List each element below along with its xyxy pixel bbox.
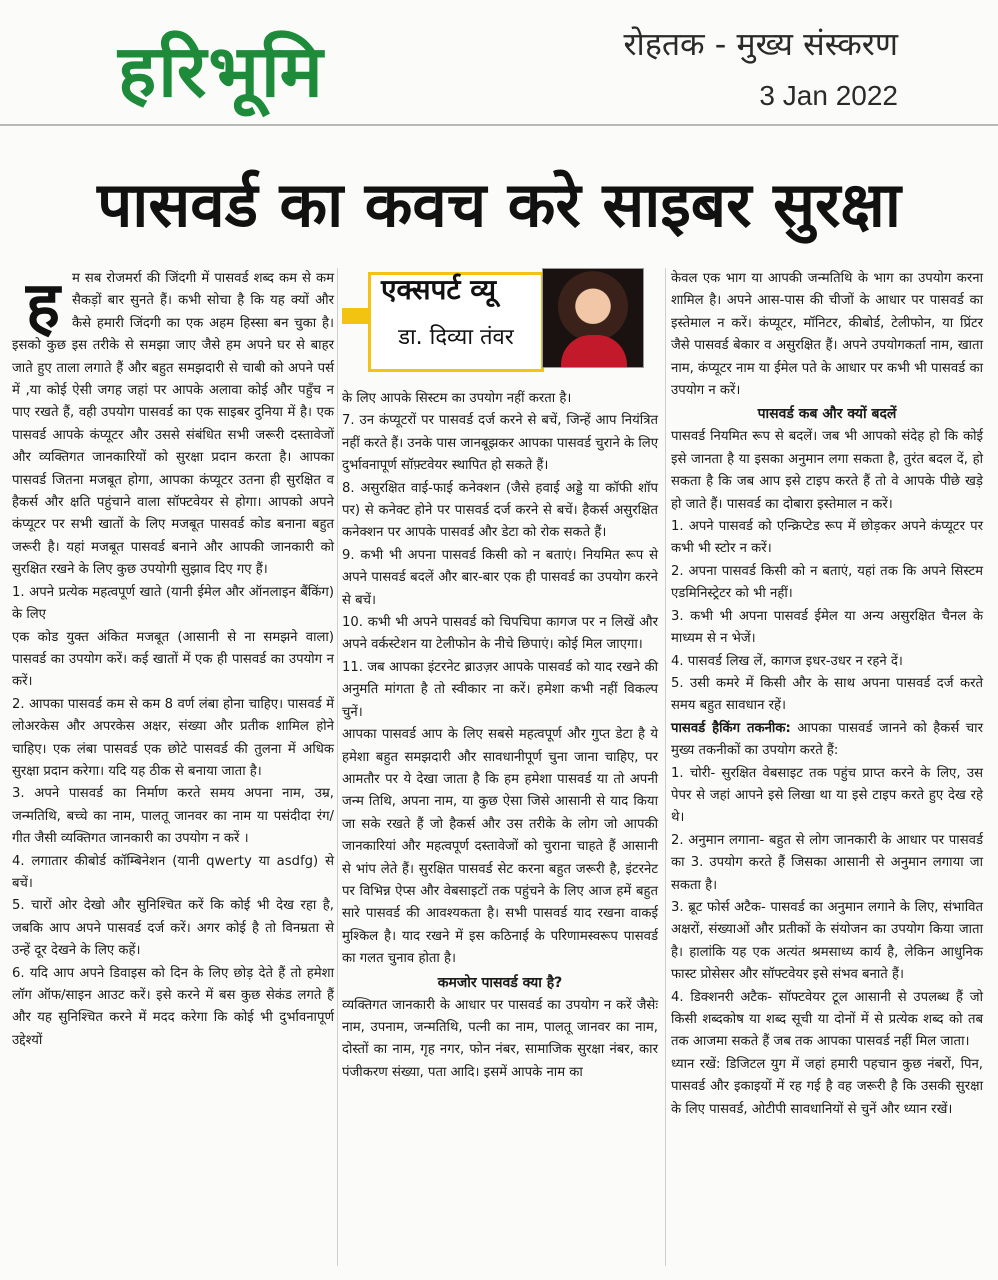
- paragraph: 1. अपने पासवर्ड को एन्क्रिप्टेड रूप में छोड़कर अपने कंप्यूटर पर कभी भी स्टोर न करें।: [671, 519, 983, 557]
- paragraph: व्यक्तिगत जानकारी के आधार पर पासवर्ड का उपयोग न करें जैसेः नाम, उपनाम, जन्मतिथि, पत्नी का नाम, पालतू जानवर का नाम, दोस्तों का नाम, गृह नगर, फोन नंबर, सामाजिक सुरक्षा नंबर, कार पंजीकरण संख्या, पता आदि। इसमें आपके नाम का: [342, 997, 658, 1080]
- masthead-divider: [0, 124, 998, 126]
- paragraph: 11. जब आपका इंटरनेट ब्राउज़र आपके पासवर्ड को याद रखने की अनुमति मांगता है तो स्वीकार ना करें। हमेशा कभी नहीं विकल्प चुनें।: [342, 659, 658, 720]
- paragraph: 3. कभी भी अपना पासवर्ड ईमेल या अन्य असुरक्षित चैनल के माध्यम से न भेजें।: [671, 608, 983, 647]
- expert-label-frame: [368, 272, 544, 372]
- paragraph: 2. अपना पासवर्ड किसी को न बताएं, यहां तक कि अपने सिस्टम एडमिनिस्ट्रेटर को भी नहीं।: [671, 563, 983, 602]
- article-headline: पासवर्ड का कवच करे साइबर सुरक्षा: [97, 168, 901, 241]
- article-column-3: [671, 268, 983, 1121]
- paragraph: 5. उसी कमरे में किसी और के साथ अपना पासवर्ड दर्ज करते समय बहुत सावधान रहें।: [671, 675, 983, 714]
- article-column-1: [12, 268, 334, 1052]
- paragraph: 8. असुरक्षित वाई-फाई कनेक्शन (जैसे हवाई अड्डे या कॉफी शॉप पर) से कनेक्ट होने पर पासवर्ड दर्ज करने से बचें। हैकर्स असुरक्षित कनेक्शन पर आपके पासवर्ड और डेटा को रोक सकते हैं।: [342, 480, 658, 541]
- expert-photo: [542, 268, 644, 368]
- paragraph: 4. डिक्शनरी अटैक- सॉफ्टवेयर टूल आसानी से उपलब्ध हैं जो किसी शब्दकोष या शब्द सूची या दोनों में से प्रत्येक शब्द को तब तक आजमा सकते हैं जब तक आपका पासवर्ड नहीं मिल जाता।: [671, 989, 983, 1050]
- paragraph: 6. यदि आप अपने डिवाइस को दिन के लिए छोड़ देते हैं तो हमेशा लॉग ऑफ/साइन आउट करें। इसे करने में बस कुछ सेकंड लगते हैं और यह सुनिश्चित करने में मदद करेगा कि कोई भी दुर्भावनापूर्ण उद्देश्यों: [12, 965, 334, 1048]
- publication-date: 3 Jan 2022: [759, 80, 898, 111]
- newspaper-logo: हरिभूमि: [118, 29, 325, 113]
- edition-label: रोहतक - मुख्य संस्करण: [623, 25, 898, 63]
- article-column-2: [342, 268, 658, 1084]
- expert-view-title: एक्सपर्ट व्यू: [381, 273, 497, 306]
- subheading-when-to-change: पासवर्ड कब और क्यों बदलें: [757, 406, 897, 423]
- paragraph: के लिए आपके सिस्टम का उपयोग नहीं करता है।: [342, 391, 572, 406]
- column-divider: [337, 268, 338, 1266]
- hacking-techniques-text: आपका पासवर्ड जानने को हैकर्स चार मुख्य तकनीकों का उपयोग करते हैं:: [671, 720, 983, 759]
- paragraph: 2. अनुमान लगाना- बहुत से लोग जानकारी के आधार पर पासवर्ड का 3. उपयोग करते हैं जिसका आसानी से अनुमान लगाया जा सकता है।: [671, 832, 983, 893]
- column-divider: [665, 268, 666, 1266]
- paragraph: 7. उन कंप्यूटरों पर पासवर्ड दर्ज करने से बचें, जिन्हें आप नियंत्रित नहीं करते हैं। उनके पास जानबूझकर आपका पासवर्ड चुराने के लिए दुर्भावनापूर्ण सॉफ़्टवेयर स्थापित हो सकते हैं।: [342, 413, 658, 474]
- paragraph: पासवर्ड नियमित रूप से बदलें। जब भी आपको संदेह हो कि कोई इसे जानता है या इसका अनुमान लगा सकता है, तुरंत बदल दें, हो सकता है कि जब आप इसे टाइप करते हैं तो वे आपके पीछे खड़े हो जाते हैं। पासवर्ड का दोबारा इस्तेमाल न करें।: [671, 429, 983, 512]
- paragraph: [671, 718, 983, 763]
- paragraph: 5. चारों ओर देखो और सुनिश्चित करें कि कोई भी देख रहा है, जबकि आप अपने पासवर्ड दर्ज करें। अगर कोई है तो विनम्रता से उन्हें दूर देखने के लिए कहें।: [12, 898, 334, 959]
- paragraph: ध्यान रखें: डिजिटल युग में जहां हमारी पहचान कुछ नंबरों, पिन, पासवर्ड और इकाइयों में रह गई है वह जरूरी है कि उसकी सुरक्षा के लिए पासवर्ड, ओटीपी सावधानियों से चुनें और ध्यान रखें।: [671, 1056, 983, 1117]
- paragraph: 3. ब्रूट फोर्स अटैक- पासवर्ड का अनुमान लगाने के लिए, संभावित अक्षरों, संख्याओं और प्रतीकों के संयोजन का उपयोग किया जाता है। हालांकि यह एक अत्यंत श्रमसाध्य कार्य है, लेकिन आधुनिक फास्ट प्रोसेसर और सॉफ्टवेयर इसे संभव बनाते हैं।: [671, 899, 983, 983]
- drop-cap: ह: [26, 269, 60, 343]
- paragraph: 1. अपने प्रत्येक महत्वपूर्ण खाते (यानी ईमेल और ऑनलाइन बैंकिंग) के लिए: [12, 584, 334, 623]
- paragraph: केवल एक भाग या आपकी जन्मतिथि के भाग का उपयोग करना शामिल है। अपने आस-पास की चीजों के आधार पर पासवर्ड का इस्तेमाल न करें। कंप्यूटर, मॉनिटर, कीबोर्ड, टेलीफोन, या प्रिंटर जैसे पासवर्ड बेकार व असुरक्षित हैं। अपने उपयोगकर्ता नाम, खाता नाम, कंप्यूटर नाम या ईमेल पते के आधार पर कभी भी पासवर्ड का उपयोग न करें।: [671, 271, 983, 399]
- paragraph: 2. आपका पासवर्ड कम से कम 8 वर्ण लंबा होना चाहिए। पासवर्ड में लोअरकेस और अपरकेस अक्षर, संख्या और प्रतीक शामिल होने चाहिए। एक लंबा पासवर्ड एक छोटे पासवर्ड की तुलना में अधिक सुरक्षा प्रदान करेगा। यदि यह ठीक से बनाया जाता है।: [12, 696, 334, 779]
- paragraph: एक कोड युक्त अंकित मजबूत (आसानी से ना समझने वाला) पासवर्ड का उपयोग करें। कई खातों में एक ही पासवर्ड का उपयोग न करें।: [12, 629, 334, 690]
- paragraph: आपका पासवर्ड आप के लिए सबसे महत्वपूर्ण और गुप्त डेटा है ये हमेशा बहुत समझदारी और सावधानीपूर्ण चुना जाना चाहिए, पर आमतौर पर ये देखा जाता है कि हम हमेशा पासवर्ड या तो अपनी जन्म तिथि, अपना नाम, या कुछ ऐसा जिसे आसानी से याद किया जा सके रखते हैं जो हैकर्स और उस तरीके के लोग जो आपकी जानकारियां और महत्वपूर्ण दस्तावेजों को चुराना चाहते हैं आसानी से भांप लेते हैं। सुरक्षित पासवर्ड सेट करना बहुत जरूरी है, इंटरनेट पर विभिन्न ऐप्स और वेबसाइटों तक पहुंचने के लिए आज हमें बहुत सारे पासवर्ड की आवश्यकता है। सभी पासवर्ड याद रखना वाकई मुश्किल है। याद रखने में इस कठिनाई के परिणामस्वरूप पासवर्ड का गलत चुनाव होता है।: [342, 727, 658, 967]
- expert-name: डा. दिव्या तंवर: [398, 325, 514, 350]
- paragraph: 3. अपने पासवर्ड का निर्माण करते समय अपना नाम, उम्र, जन्मतिथि, बच्चे का नाम, पालतू जानवर का नाम या पसंदीदा रंग/गीत जैसी व्यक्तिगत जानकारी का उपयोग न करें ।: [12, 786, 334, 847]
- masthead: [0, 0, 998, 124]
- paragraph: 4. लगातार कीबोर्ड कॉम्बिनेशन (यानी qwerty या asdfg) से बचें।: [12, 853, 334, 891]
- paragraph: 4. पासवर्ड लिख लें, कागज इधर-उधर न रहने दें।: [671, 653, 903, 669]
- paragraph: म सब रोजमर्रा की जिंदगी में पासवर्ड शब्द कम से कम सैकड़ों बार सुनते हैं। कभी सोचा है कि यह क्यों और कैसे हमारी जिंदगी का एक अहम हिस्सा बन चुका है। इसको कुछ इस तरीके से समझा जाए जैसे हम अपने घर से बाहर जाते हुए ताला लगाते हैं और बहुत समझदारी से चाबी को अपने पर्स में ,या कोई ऐसी जगह जहां पर आपके अलावा कोई और पहुँच न पाए रखते हैं, वही उपयोग पासवर्ड का एक साइबर दुनिया में है। एक पासवर्ड आपके कंप्यूटर और उससे संबंधित सभी जरूरी दस्तावेजों और व्यक्तिगत जानकारियों को सुरक्षा प्रदान करता है। आपका पासवर्ड जितना मजबूत होगा, आपका कंप्यूटर उतना ही सुरक्षित व हैकर्स और क्षति पहुंचाने वाला सॉफ्टवेयर से होगा। आपको अपने कंप्यूटर पर सभी खातों के लिए मजबूत पासवर्ड कोड बनाना बहुत जरूरी है। यहां मजबूत पासवर्ड बनाने और आपकी जानकारी को सुरक्षित रखने के लिए कुछ उपयोगी सुझाव दिए गए हैं।: [12, 271, 334, 578]
- paragraph: 9. कभी भी अपना पासवर्ड किसी को न बताएं। नियमित रूप से अपने पासवर्ड बदलें और बार-बार एक ही पासवर्ड का उपयोग करने से बचें।: [342, 547, 658, 608]
- paragraph: 1. चोरी- सुरक्षित वेबसाइट तक पहुंच प्राप्त करने के लिए, उस पेपर से जहां आपने इसे लिखा था या इसे टाइप करते हुए देख रहे थे।: [671, 765, 983, 826]
- hacking-techniques-label: पासवर्ड हैकिंग तकनीक:: [671, 720, 791, 736]
- paragraph: 10. कभी भी अपने पासवर्ड को चिपचिपा कागज पर न लिखें और अपने वर्कस्टेशन या टेलीफोन के नीचे छिपाएं। कोई मिल जाएगा।: [342, 615, 658, 653]
- expert-view-box: [342, 268, 658, 388]
- subheading-weak-password: कमजोर पासवर्ड क्या है?: [437, 974, 563, 991]
